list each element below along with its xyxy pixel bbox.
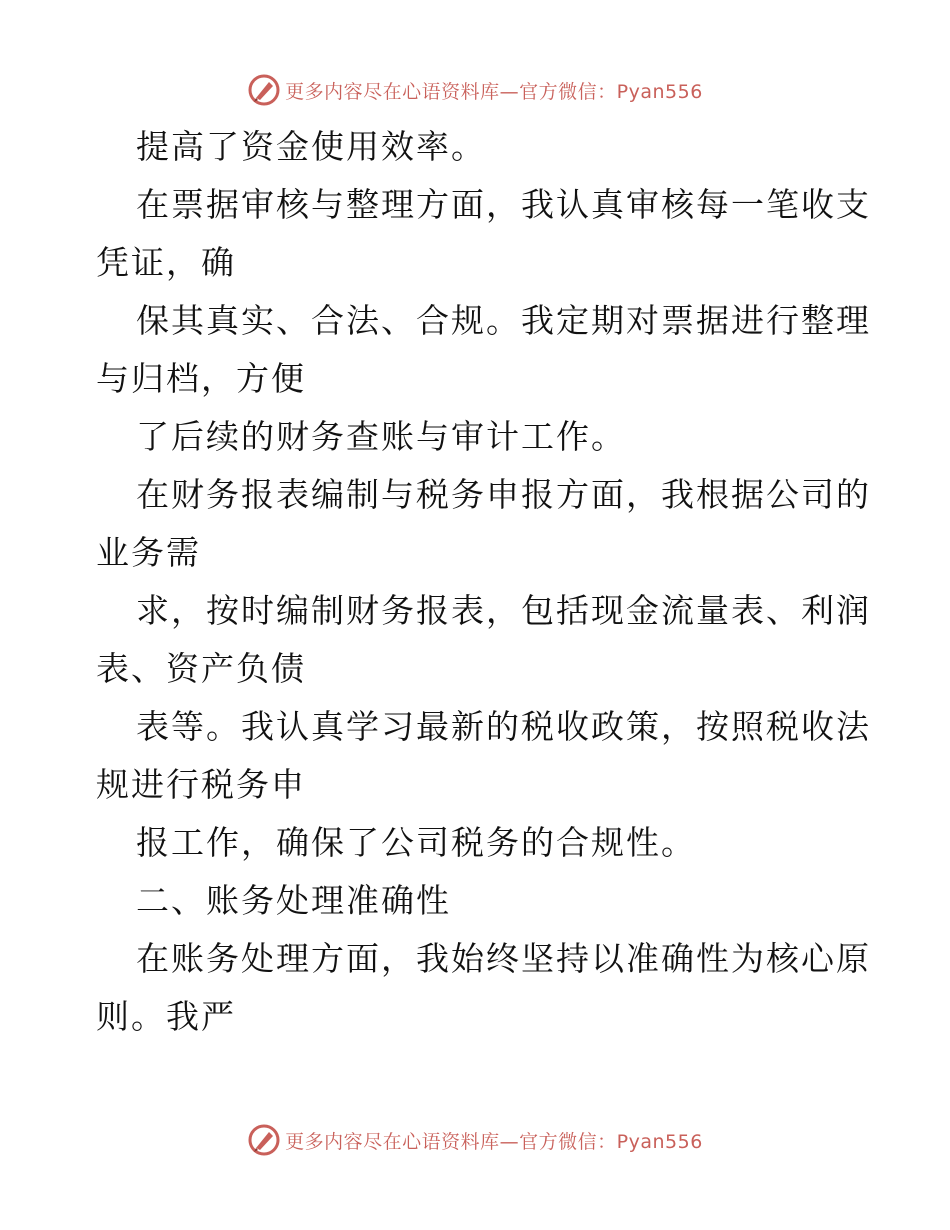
- text-line: 求，按时编制财务报表，包括现金流量表、利润: [136, 591, 871, 630]
- text-line: 保其真实、合法、合规。我定期对票据进行整理: [136, 301, 871, 340]
- text-line: 凭证，确: [96, 243, 236, 282]
- text-line: 提高了资金使用效率。: [136, 127, 486, 166]
- section-heading: 二、账务处理准确性: [136, 881, 451, 920]
- text-line: 表、资产负债: [96, 649, 306, 688]
- text-line: 与归档，方便: [96, 359, 306, 398]
- document-body: [96, 118, 871, 1046]
- text-line: 在账务处理方面，我始终坚持以准确性为核心原: [136, 939, 871, 978]
- footer-banner: [0, 1120, 950, 1160]
- footer-banner-text: 更多内容尽在心语资料库—官方微信：Pyan556: [285, 1130, 703, 1153]
- text-line: 表等。我认真学习最新的税收政策，按照税收法: [136, 707, 871, 746]
- text-line: 在财务报表编制与税务申报方面，我根据公司的: [136, 475, 871, 514]
- pen-logo-icon: [247, 1123, 281, 1157]
- text-line: 在票据审核与整理方面，我认真审核每一笔收支: [136, 185, 871, 224]
- text-line: 业务需: [96, 533, 201, 572]
- text-line: 规进行税务申: [96, 765, 306, 804]
- header-banner: [0, 70, 950, 110]
- header-banner-text: 更多内容尽在心语资料库—官方微信：Pyan556: [285, 80, 703, 103]
- text-line: 了后续的财务查账与审计工作。: [136, 417, 626, 456]
- pen-logo-icon: [247, 73, 281, 107]
- text-line: 则。我严: [96, 997, 236, 1036]
- text-line: 报工作，确保了公司税务的合规性。: [136, 823, 696, 862]
